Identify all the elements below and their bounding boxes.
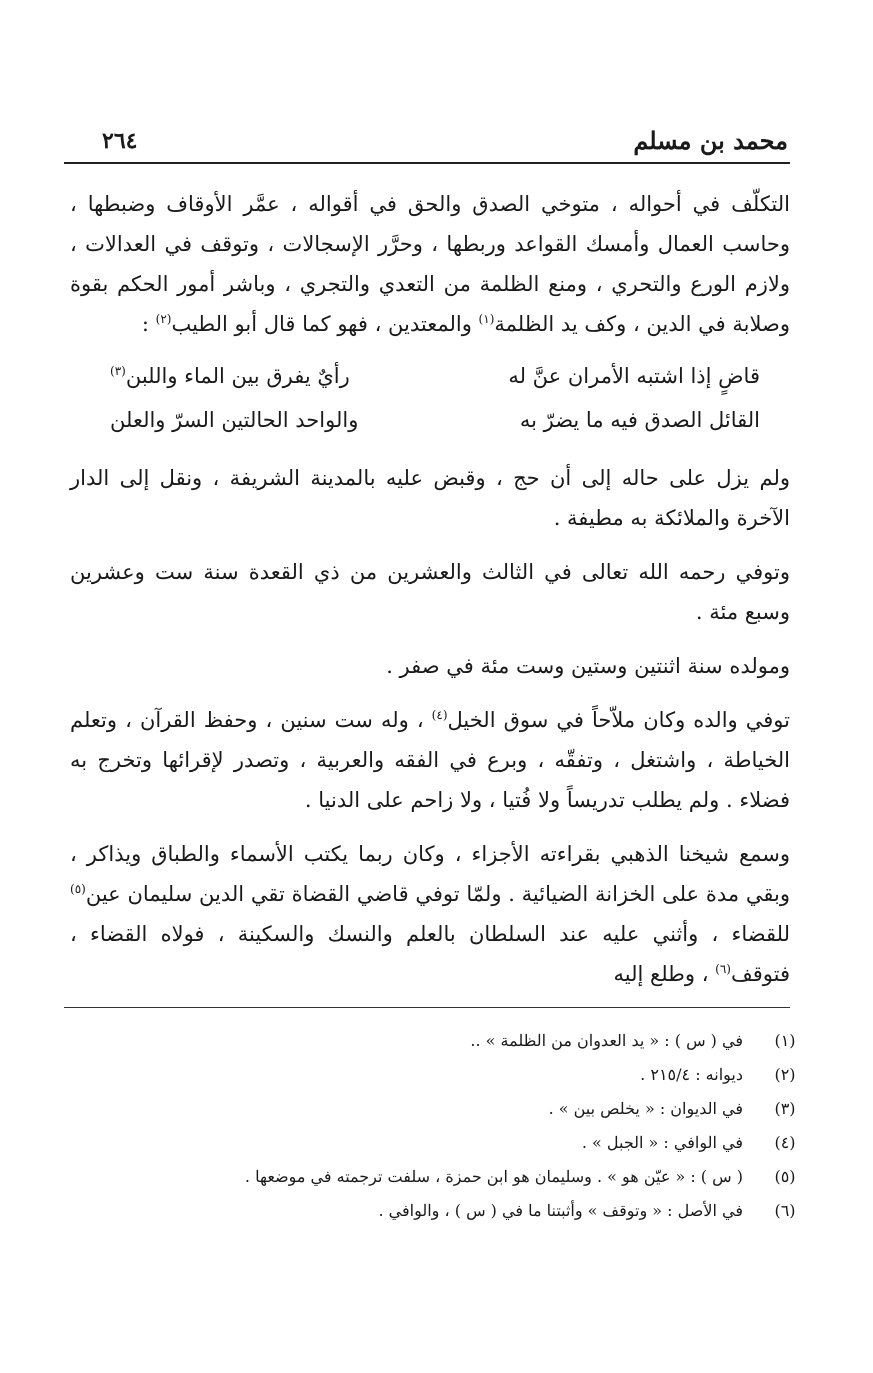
main-text [70, 184, 790, 994]
verse-hemistich: قاضٍ إذا اشتبه الأمران عنَّ له [508, 364, 760, 388]
footnote-item [73, 1058, 803, 1092]
paragraph-2: ولم يزل على حاله إلى أن حج ، وقبض عليه بالمدينة الشريفة ، ونقل إلى الدار الآخرة والملائكة به مطيفة . [70, 466, 790, 530]
footnote-ref-2: (٢) [155, 312, 172, 326]
footnote-separator [64, 1007, 790, 1008]
footnote-number: (٥) [774, 1167, 796, 1186]
footnote-ref-5: (٥) [70, 882, 86, 896]
footnote-text: في ( س ) : « يد العدوان من الظلمة » .. [470, 1031, 743, 1050]
footnote-text: في الديوان : « يخلص بين » . [548, 1099, 743, 1118]
footnote-item [73, 1024, 803, 1058]
footnote-ref-1: (١) [478, 312, 495, 326]
poetry-verse [70, 354, 790, 450]
paragraph-3: وتوفي رحمه الله تعالى في الثالث والعشرين من ذي القعدة سنة ست وعشرين وسبع مئة . [70, 560, 790, 624]
paragraph-5: توفي والده وكان ملاّحاً في سوق الخيل$^{(٤)}$ ، وله ست سنين ، وحفظ القرآن ، وتعلم الخياطة ، واشتغل ، وتفقّه ، وبرع في الفقه والعربية ، وتصدر لإقرائها وتخرج به فضلاء . ولم يطلب تدريساً ولا فُتيا ، ولا زاحم على الدنيا . [70, 708, 790, 812]
footnote-ref-4: (٤) [431, 708, 448, 722]
footnote-item [73, 1126, 803, 1160]
verse-hemistich: والواحد الحالتين السرّ والعلن [110, 408, 359, 432]
verse-line-2 [70, 398, 790, 442]
verse-line-1 [70, 354, 790, 398]
footnote-text: في الوافي : « الجبل » . [581, 1133, 743, 1152]
footnotes [73, 1024, 803, 1228]
footnote-text: ( س ) : « عيّن هو » . وسليمان هو ابن حمزة ، سلفت ترجمته في موضعها . [244, 1167, 743, 1186]
verse-hemistich: القائل الصدق فيه ما يضرّ به [519, 408, 760, 432]
footnote-number: (١) [774, 1031, 796, 1050]
running-title: محمد بن مسلم [633, 126, 788, 155]
footnote-number: (٤) [774, 1133, 796, 1152]
footnote-ref-6: (٦) [715, 962, 731, 976]
footnote-number: (٢) [774, 1065, 796, 1084]
footnote-text: في الأصل : « وتوقف » وأثبتنا ما في ( س ) ، والوافي . [378, 1201, 743, 1220]
footnote-item [73, 1092, 803, 1126]
paragraph-4: ومولده سنة اثنتين وستين وست مئة في صفر . [386, 654, 790, 678]
page-header [64, 126, 790, 164]
page-number: ٢٦٤ [102, 128, 138, 154]
footnote-item [73, 1160, 803, 1194]
paragraph-6: وسمع شيخنا الذهبي بقراءته الأجزاء ، وكان ربما يكتب الأسماء والطباق ويذاكر ، وبقي مدة على الخزانة الضيائية . ولمّا توفي قاضي القضاة تقي الدين سليمان عين$^{(٥)}$ للقضاء ، وأثني عليه عند السلطان بالعلم والنسك والسكينة ، فولاه القضاء ، فتوقف$^{(٦)}$ ، وطلع إليه [70, 842, 790, 986]
footnote-number: (٣) [774, 1099, 796, 1118]
paragraph-1: التكلّف في أحواله ، متوخي الصدق والحق في أقواله ، عمَّر الأوقاف وضبطها ، وحاسب العمال وأمسك القواعد وربطها ، وحرَّر الإسجالات ، وتوقف في العدالات ، ولازم الورع والتحري ، ومنع الظلمة من التعدي والتجري ، وباشر أمور الحكم بقوة وصلابة في الدين ، وكف يد الظلمة$^{(١)}$ والمعتدين ، فهو كما قال أبو الطيب$^{(٢)}$ : [70, 192, 790, 336]
footnote-item [73, 1194, 803, 1228]
verse-hemistich: رأيٌ يفرق بين الماء واللبن$^{(٣)}$ [110, 364, 350, 388]
footnote-number: (٦) [774, 1201, 796, 1220]
footnote-text: ديوانه : ٢١٥/٤ . [640, 1065, 743, 1084]
footnote-ref-3: (٣) [110, 364, 126, 378]
